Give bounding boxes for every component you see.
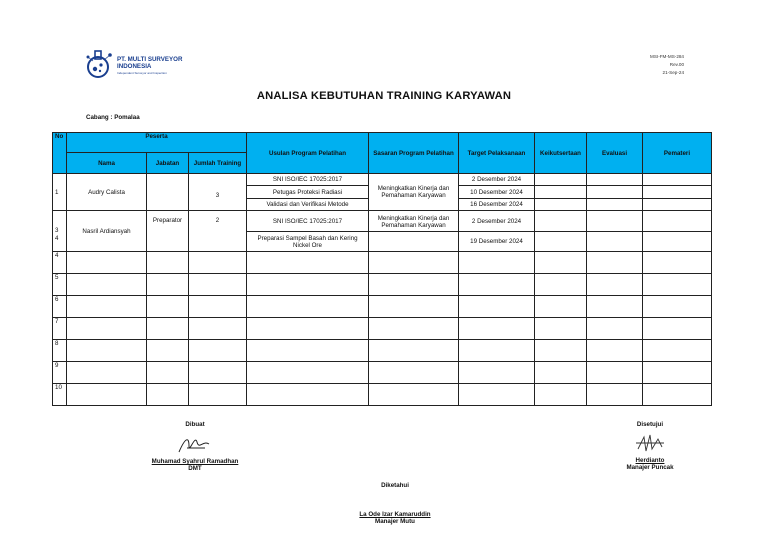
flask-logo-icon — [84, 47, 116, 81]
row-no: 9 — [53, 362, 67, 384]
company-name-line2: INDONESIA — [117, 63, 152, 70]
row-evaluasi — [587, 186, 643, 199]
col-header-usulan: Usulan Program Pelatihan — [247, 133, 369, 174]
row-jabatan — [147, 174, 189, 211]
training-table — [52, 132, 712, 406]
table-row — [53, 318, 712, 340]
row-no-b: 4 — [55, 235, 59, 242]
row-no: 8 — [53, 340, 67, 362]
row-keikutsertaan — [535, 174, 587, 186]
signature-known-title: Manajer Mutu — [375, 518, 415, 525]
row-program: SNI ISO/IEC 17025:2017 — [247, 174, 369, 186]
row-jumlah: 3 — [189, 174, 247, 211]
row-keikutsertaan — [535, 211, 587, 232]
table-row — [53, 174, 712, 186]
signature-made-label: Dibuat — [185, 421, 205, 428]
col-header-sasaran: Sasaran Program Pelatihan — [369, 133, 459, 174]
row-pemateri — [643, 186, 712, 199]
company-tagline: Independent Surveyor and Inspection — [117, 71, 167, 75]
row-nama: Audry Calista — [67, 174, 147, 211]
signature-scribble-icon — [632, 431, 668, 457]
signature-approved-name: Herdianto — [635, 457, 665, 464]
signature-approved-label: Disetujui — [636, 421, 664, 428]
row-no-a: 3 — [55, 227, 59, 234]
signature-made-name: Muhamad Syahrul Ramadhan — [151, 458, 239, 465]
signature-known-name: La Ode Izar Kamaruddin — [359, 511, 431, 518]
company-name — [117, 56, 212, 70]
signature-made — [140, 421, 250, 472]
table-row — [53, 362, 712, 384]
row-jumlah: 2 — [189, 211, 247, 252]
row-target: 16 Desember 2024 — [459, 199, 535, 211]
row-jabatan: Preparator — [147, 211, 189, 252]
doc-code: MSI-FM-MS-284 — [650, 54, 684, 59]
table-row — [53, 211, 712, 232]
table-row — [53, 340, 712, 362]
col-header-no: No — [53, 133, 67, 174]
row-evaluasi — [587, 211, 643, 232]
row-pemateri — [643, 174, 712, 186]
company-name-line1: PT. MULTI SURVEYOR — [117, 56, 183, 63]
signature-known-label: Diketahui — [381, 482, 409, 489]
row-sasaran: Meningkatkan Kinerja dan Pemahaman Karyawan — [369, 174, 459, 211]
col-header-nama: Nama — [67, 153, 147, 174]
row-no — [53, 211, 67, 252]
signature-made-title: DMT — [188, 465, 202, 472]
row-target: 19 Desember 2024 — [459, 232, 535, 252]
col-header-peserta: Peserta — [67, 133, 247, 153]
row-pemateri — [643, 211, 712, 232]
row-program: Validasi dan Verifikasi Metode — [247, 199, 369, 211]
row-keikutsertaan — [535, 199, 587, 211]
signature-approved — [600, 421, 700, 471]
col-header-pemateri: Pemateri — [643, 133, 712, 174]
doc-revision: Rev.00 — [669, 62, 684, 67]
row-no: 7 — [53, 318, 67, 340]
row-no: 4 — [53, 252, 67, 274]
row-evaluasi — [587, 232, 643, 252]
table-row — [53, 274, 712, 296]
col-header-evaluasi: Evaluasi — [587, 133, 643, 174]
company-logo — [84, 47, 214, 81]
table-row — [53, 296, 712, 318]
row-program: SNI ISO/IEC 17025:2017 — [247, 211, 369, 232]
table-row — [53, 252, 712, 274]
row-pemateri — [643, 199, 712, 211]
row-no: 5 — [53, 274, 67, 296]
branch-label: Cabang : Pomalaa — [86, 114, 140, 121]
row-evaluasi — [587, 174, 643, 186]
row-program: Preparasi Sampel Basah dan Kering Nickel Ore — [247, 232, 369, 252]
row-keikutsertaan — [535, 186, 587, 199]
row-no: 1 — [53, 174, 67, 211]
row-keikutsertaan — [535, 232, 587, 252]
row-target: 10 Desember 2024 — [459, 186, 535, 199]
doc-date: 21-Sep-24 — [662, 70, 684, 75]
row-sasaran-empty — [369, 232, 459, 252]
table-row — [53, 384, 712, 406]
col-header-jabatan: Jabatan — [147, 153, 189, 174]
signature-approved-title: Manajer Puncak — [626, 464, 674, 471]
page-title: ANALISA KEBUTUHAN TRAINING KARYAWAN — [256, 90, 512, 102]
row-nama: Nasril Ardiansyah — [67, 211, 147, 252]
row-target: 2 Desember 2024 — [459, 174, 535, 186]
row-no: 6 — [53, 296, 67, 318]
col-header-jumlah: Jumlah Training — [189, 153, 247, 174]
signature-scribble-icon — [175, 432, 215, 458]
row-target: 2 Desember 2024 — [459, 211, 535, 232]
signature-known — [340, 482, 450, 525]
document-info — [650, 53, 684, 77]
row-sasaran: Meningkatkan Kinerja dan Pemahaman Karyawan — [369, 211, 459, 232]
col-header-target: Target Pelaksanaan — [459, 133, 535, 174]
row-program: Petugas Proteksi Radiasi — [247, 186, 369, 199]
row-pemateri — [643, 232, 712, 252]
col-header-keikutsertaan: Keikutsertaan — [535, 133, 587, 174]
row-evaluasi — [587, 199, 643, 211]
row-no: 10 — [53, 384, 67, 406]
